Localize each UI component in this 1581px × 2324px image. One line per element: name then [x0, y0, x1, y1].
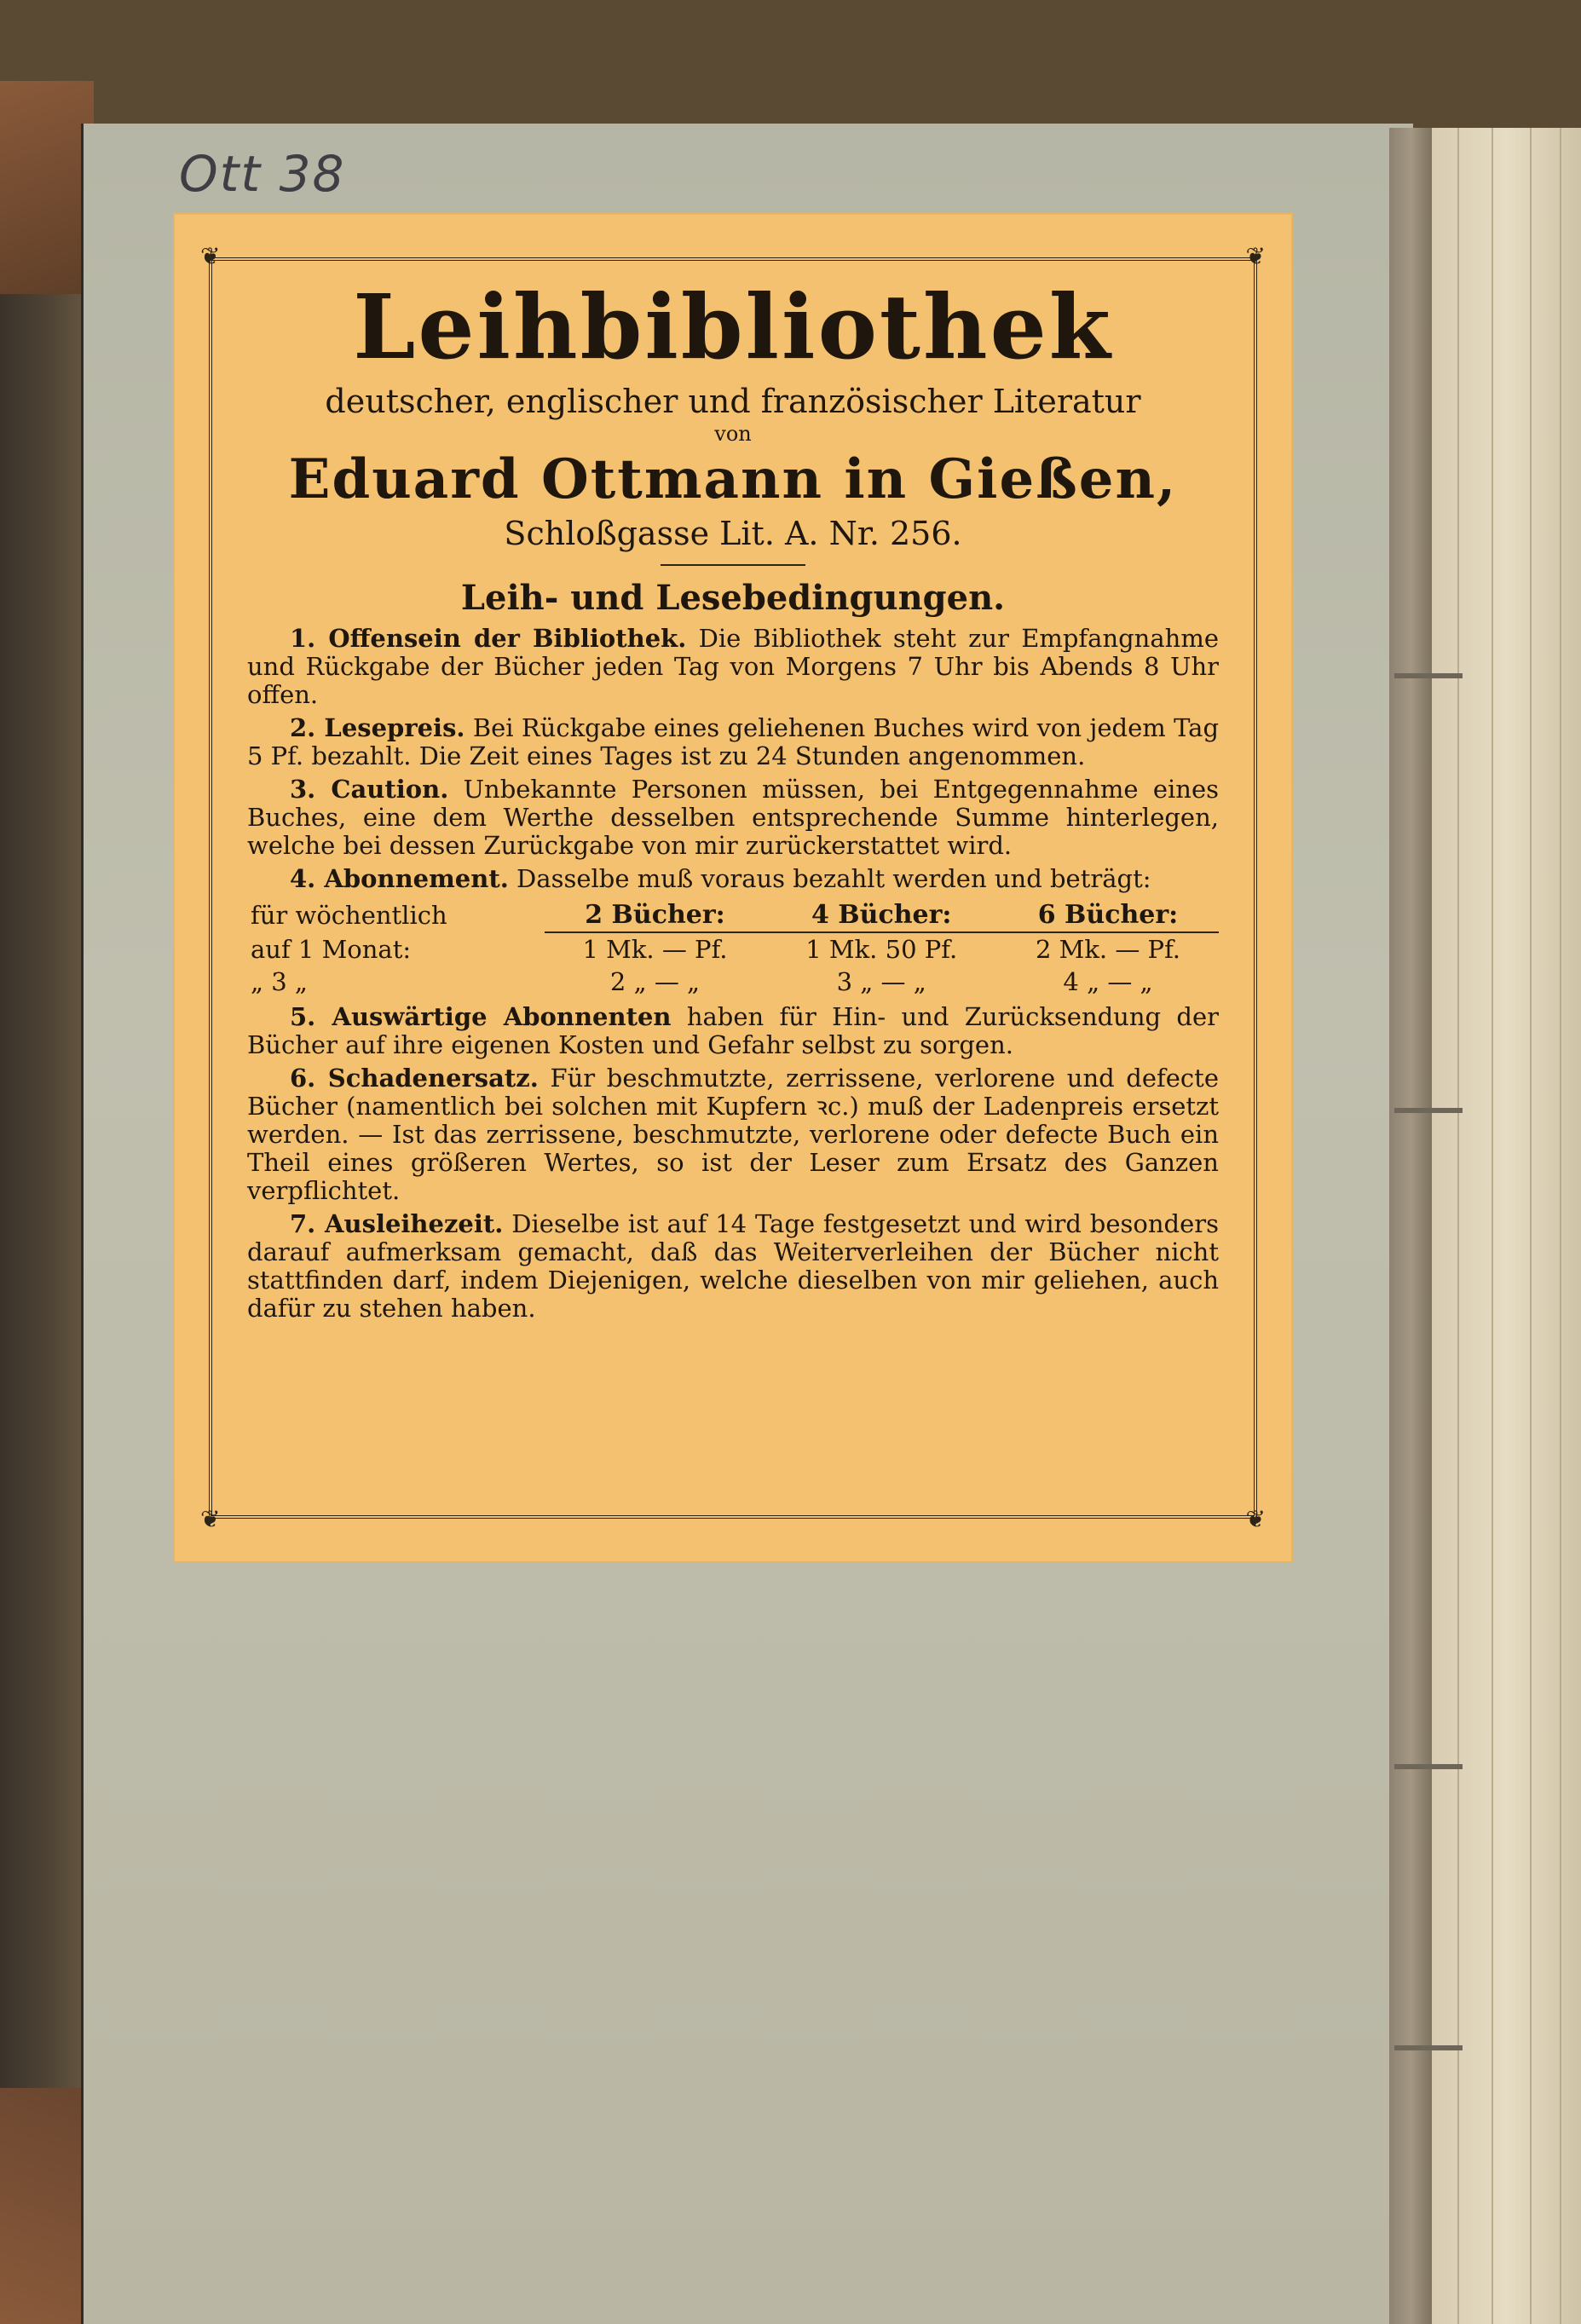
condition-paragraph: 7. Ausleihezeit. Dieselbe ist auf 14 Tage festgesetzt und wird besonders darauf aufmerksam gemacht, daß das Weiterverleihen der Bücher nicht stattfinden darf, indem Diejenigen, welche dieselben von mir geliehen, auch dafür zu stehen haben. — [247, 1209, 1220, 1323]
owner-name: Eduard Ottmann in Gießen, — [288, 447, 1178, 512]
label-von: von — [714, 422, 752, 447]
table-header-row — [247, 898, 1219, 932]
frame-corner-ornament: ❦ — [1245, 242, 1266, 270]
frame-corner-ornament: ❦ — [200, 242, 221, 270]
condition-paragraph: 1. Offensein der Bibliothek. Die Bibliothek steht zur Empfangnahme und Rückgabe der Bücher jeden Tag von Morgens 7 Uhr bis Abends 8 Uhr offen. — [247, 624, 1219, 710]
table-cell: auf 1 Monat: — [251, 934, 412, 964]
label-content — [247, 274, 1220, 1328]
table-cell: für wöchentlich — [251, 901, 447, 931]
table-header: 2 Bücher: — [545, 898, 766, 932]
binding-stitch — [1394, 1764, 1463, 1769]
table-header: 6 Bücher: — [997, 898, 1219, 932]
condition-paragraph: 6. Schadenersatz. Für beschmutzte, zerrissene, verlorene und defecte Bücher (namentlich bei solchen mit Kupfern ꝛc.) muß der Ladenpreis ersetzt werden. — Ist das zerrissene, beschmutzte, verlorene oder defecte Buch ein Theil eines größeren Wertes, so ist der Leser zum Ersatz des Ganzen verpflichtet. — [247, 1064, 1219, 1206]
table-cell: 1 Mk. 50 Pf. — [805, 935, 958, 965]
leather-corner-bottom — [0, 2088, 94, 2324]
condition-paragraph: 2. Lesepreis. Bei Rückgabe eines geliehenen Buches wird von jedem Tag 5 Pf. bezahlt. Die Zeit eines Tages ist zu 24 Stunden angenommen. — [247, 713, 1220, 771]
condition-paragraph: 3. Caution. Unbekannte Personen müssen, bei Entgegennahme eines Buches, eine dem Werthe desselben entsprechende Summe hinterlegen, welche bei dessen Zurückgabe von mir zurückerstattet wird. — [247, 775, 1220, 861]
condition-paragraph: 4. Abonnement. Dasselbe muß voraus bezahlt werden und beträgt: — [290, 864, 1151, 894]
table-cell: „ 3 „ — [251, 967, 308, 997]
divider — [661, 564, 805, 566]
page-edges — [1432, 128, 1581, 2324]
table-cell: 1 Mk. — Pf. — [582, 935, 728, 965]
frame-corner-ornament: ❦ — [1245, 1505, 1266, 1533]
label-title: Leihbibliothek — [353, 274, 1113, 379]
subscription-price-table — [247, 898, 1219, 998]
owner-address: Schloßgasse Lit. A. Nr. 256. — [504, 515, 962, 553]
frame-corner-ornament: ❦ — [200, 1505, 221, 1533]
binding-stitch — [1394, 2045, 1463, 2050]
table-cell: 2 „ — „ — [609, 967, 701, 997]
table-row — [247, 966, 1219, 998]
condition-paragraph: 5. Auswärtige Abonnenten haben für Hin- und Zurücksendung der Bücher auf ihre eigenen Kosten und Gefahr selbst zu sorgen. — [247, 1002, 1220, 1060]
handwritten-shelfmark: Ott 38 — [179, 145, 346, 203]
label-subtitle: deutscher, englischer und französischer Literatur — [325, 383, 1141, 421]
table-cell: 2 Mk. — Pf. — [1035, 935, 1180, 965]
table-header: 4 Bücher: — [765, 898, 997, 932]
table-cell: 3 „ — „ — [836, 967, 926, 997]
table-row — [247, 932, 1219, 966]
conditions-heading: Leih- und Lesebedingungen. — [460, 578, 1006, 619]
library-label — [175, 215, 1291, 1561]
book-gutter — [1389, 128, 1432, 2324]
binding-stitch — [1394, 1108, 1463, 1113]
binding-stitch — [1394, 673, 1463, 678]
table-cell: 4 „ — „ — [1063, 967, 1153, 997]
leather-corner-top — [0, 81, 94, 294]
book-cover-edge — [0, 81, 94, 2324]
